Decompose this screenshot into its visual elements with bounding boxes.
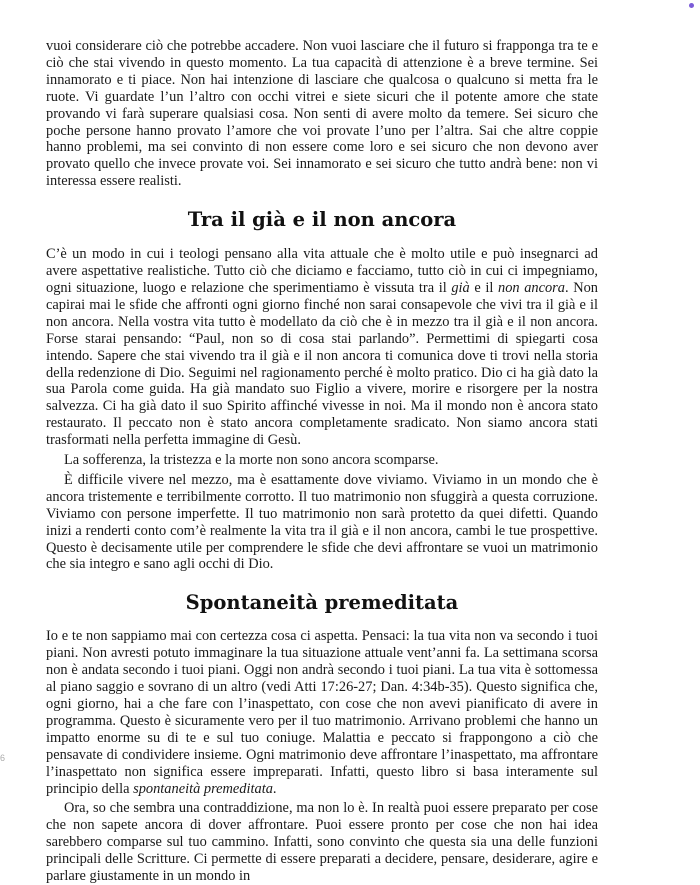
text-run: . Non capirai mai le sfide che affronti ogni giorno finché non sarai consapevole che vivi tra il già e il non ancora. Nella vostra vita tutto è modellato da ciò che è in mezzo tra il già e il non ancora. Forse starai pensando: “Paul, non so di cosa stai parlando”. Permettimi di spiegarti cosa intendo. Sapere che stai vivendo tra il già e il non ancora ti comunica dove ti trovi nella storia della redenzione di Dio. Seguimi nel ragionamento perché è molto pratico. Dio ci ha già dato la sua Parola come guida. Ha già mandato suo Figlio a vivere, morire e risorgere per la nostra salvezza. Ci ha già dato il suo Spirito affinché vivesse in noi. Ma il mondo non è ancora stato restaurato. Il peccato non è stato ancora completamente sradicato. Non siamo ancora stati trasformati nella perfetta immagine di Gesù. [46,279,598,449]
section2-paragraph-1 [46,628,598,797]
section-title-spontaneita: Spontaneità premeditata [185,591,459,615]
text-run: e il [469,279,498,296]
document-page [46,38,598,885]
text-run: C’è un modo in cui i teologi pensano alla vita attuale che è molto utile e può insegnarci ad avere aspettative realistiche. Tutto ciò che diciamo e facciamo, tutto ciò in cui ci impegniamo, ogni situazione, luogo e relazione che sperimentiamo è vissuta tra il [46,246,598,296]
italic-term-non-ancora: non ancora [498,279,565,296]
corner-marker [689,3,694,8]
section2-paragraph-2: Ora, so che sembra una contraddizione, ma non lo è. In realtà puoi essere preparato per cose che non sapete ancora di dover affrontare. Puoi essere pronto per cose che non hai idea sarebbero comparse sul tuo cammino. Infatti, sono convinto che questa sia una delle funzioni principali delle Scritture. Ci permette di essere preparati a decidere, pensare, desiderare, agire e parlare giustamente in un mondo in [46,800,598,885]
italic-term-gia: già [451,279,470,296]
section1-paragraph-3: È difficile vivere nel mezzo, ma è esattamente dove viviamo. Viviamo in un mondo che è ancora tristemente e terribilmente corrotto. Il tuo matrimonio non sfuggirà a questa corruzione. Viviamo con persone imperfette. Il tuo matrimonio non sarà protetto da quei difetti. Quando inizi a renderti conto com’è realmente la vita tra il già e il non ancora, cambi le tue prospettive. Questo è decisamente utile per comprendere le sfide che devi affrontare se vuoi un matrimonio che sia integro e sano agli occhi di Dio. [46,471,598,573]
section-title-gia-non-ancora: Tra il già e il non ancora [187,208,457,232]
intro-paragraph: vuoi considerare ciò che potrebbe accadere. Non vuoi lasciare che il futuro si frapponga tra te e ciò che stai vivendo in questo momento. La tua capacità di attenzione è a breve termine. Sei innamorato e ti piace. Non hai intenzione di lasciare che qualcosa o qualcuno si metta fra le ruote. Vi guardate l’un l’altro con occhi vitrei e siete sicuri che il potente amore che state provando vi farà superare qualsiasi cosa. Non senti di avere molto da temere. Sei sicuro che poche persone hanno provato l’amore che voi provate l’uno per l’altra. Sai che altre coppie hanno problemi, ma sei convinto di non essere come loro e sei sicuro che non devono aver provato quello che invece provate voi. Sei innamorato e sei sicuro che tutto andrà bene: non vi interessa essere realisti. [46,38,598,190]
text-run: . [272,780,277,797]
text-run: Io e te non sappiamo mai con certezza cosa ci aspetta. Pensaci: la tua vita non va secondo i tuoi piani. Non avresti potuto immaginare la tua situazione attuale vent’anni fa. La settimana scorsa non è andata secondo i tuoi piani. Oggi non andrà secondo i tuoi piani. La tua vita è sottomessa al piano saggio e sovrano di un altro (vedi Atti 17:26-27; Dan. 4:34b-35). Questo significa che, ogni giorno, hai a che fare con l’inaspettato, con cose che non avevi pianificato di avere in programma. Questo è sicuramente vero per il tuo matrimonio. Arrivano problemi che hanno un impatto enorme su di te e sul tuo coniuge. Malattia e peccato si frappongono a ciò che pensavate di condividere insieme. Ogni matrimonio deve affrontare l’inaspettato, ma affrontare l’inaspettato non significa essere impreparati. Infatti, questo libro si basa interamente sul principio della [46,628,598,797]
italic-term-spontaneita: spontaneità premeditata [133,780,273,797]
section1-paragraph-1 [46,246,598,449]
section1-paragraph-2: La sofferenza, la tristezza e la morte non sono ancora scomparse. [64,452,439,469]
page-number: 6 [0,753,6,763]
